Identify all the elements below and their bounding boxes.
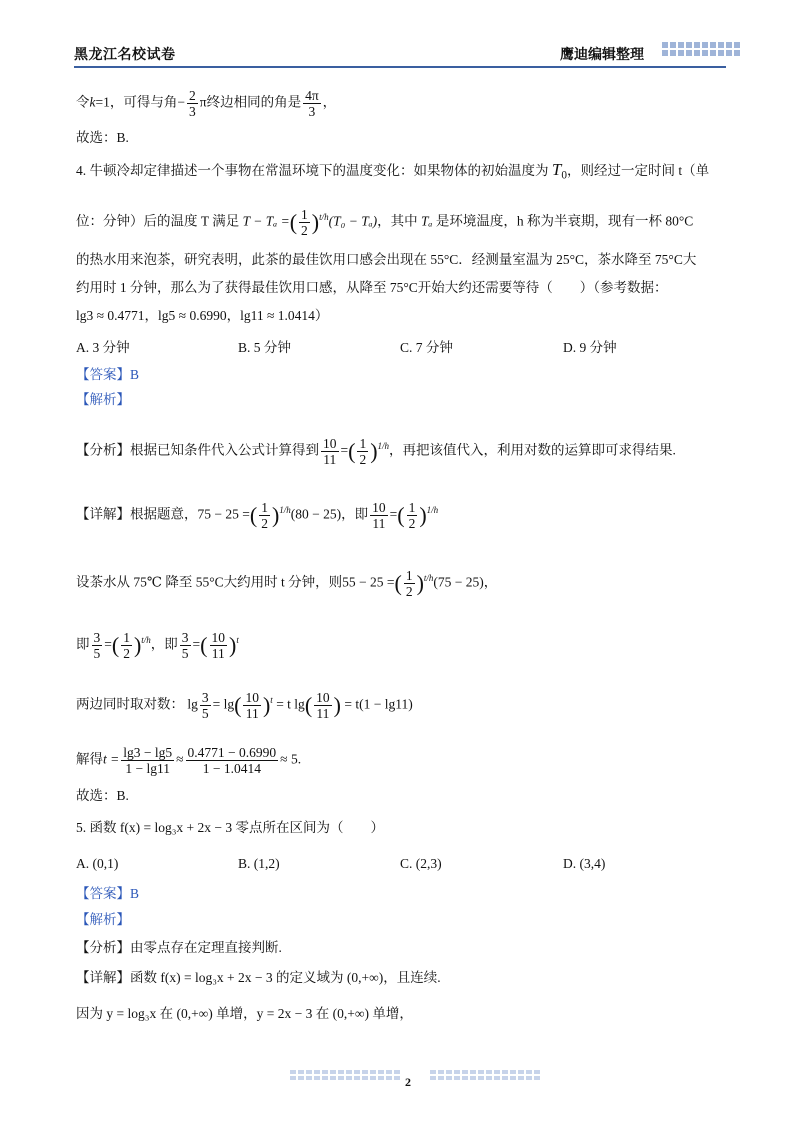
q4-option-b: B. 5 分钟 [238,340,291,355]
q4-option-a: A. 3 分钟 [76,340,130,355]
header-left: 黑龙江名校试卷 [74,46,176,62]
q4-option-c: C. 7 分钟 [400,340,453,355]
q4-line-1: 4. 牛顿冷却定律描述一个事物在常温环境下的温度变化：如果物体的初始温度为 $T_0$，则经过一定时间 t（单 [76,160,710,182]
q4-detail-5: 解得t = $\frac{\lg 3 - \lg 5}{1 - \lg 11}$ ≈ $\frac{0.4771 - 0.6990}{1 - 1.0414}$ ≈ 5. [76,745,302,776]
q5-analysis: 【分析】由零点存在定理直接判断. [76,940,282,955]
q5-option-c: C. (2,3) [400,856,442,871]
q4-line-2: 位：分钟）后的温度 T 满足 T − Tₐ =( $\frac{1}{2}$ )$^{t/h}$(T₀ − Tₐ)，其中 Tₐ 是环境温度，h 称为半衰期，现有一杯 80°C [76,207,694,238]
q5-detail-1: 【详解】函数 f(x) = log₃x + 2x − 3 的定义域为 (0,+∞)，且连续. [76,970,441,985]
q4-answer: 【答案】B [76,367,140,382]
q4-detail-1: 【详解】根据题意，75 − 25 =( $\frac{1}{2}$ )$^{1/h}$(80 − 25)，即 $\frac{10}{11}$ =( $\frac{1}{2}$ )$^{1/h}$ [76,500,439,531]
page-number: 2 [405,1075,411,1089]
q5-option-a: A. (0,1) [76,856,119,871]
footer-dots-left [290,1070,400,1080]
q5-option-b: B. (1,2) [238,856,280,871]
q4-detail-4: 两边同时取对数： lg $\frac{3}{5}$ = lg( $\frac{10}{11}$ )$^t$ = t lg( $\frac{10}{11}$ ) = t(1 − lg11) [76,690,413,721]
header-right: 鹰迪编辑整理 [560,46,644,62]
q4-detail-2: 设茶水从 75℃ 降至 55°C大约用时 t 分钟，则55 − 25 =( $\frac{1}{2}$ )$^{t/h}$(75 − 25)， [76,568,498,599]
q4-line-5: lg3 ≈ 0.4771，lg5 ≈ 0.6990，lg11 ≈ 1.0414） [76,308,329,323]
q4-analysis-heading: 【解析】 [76,392,130,407]
line-2: 故选：B. [76,130,129,145]
q5-analysis-heading: 【解析】 [76,912,130,927]
q4-conclusion: 故选：B. [76,788,129,803]
q4-line-4: 约用时 1 分钟，那么为了获得最佳饮用口感，从降至 75°C开始大约还需要等待（ ）（参考数据： [76,280,668,295]
q4-line-3: 的热水用来泡茶，研究表明，此茶的最佳饮用口感会出现在 55°C．经测量室温为 25°C，茶水降至 75°C大 [76,252,697,267]
q4-analysis: 【分析】根据已知条件代入公式计算得到 $\frac{10}{11}$ =( $\frac{1}{2}$ )$^{1/h}$，再把该值代入，利用对数的运算即可求得结果. [76,436,676,467]
line-1: 令k=1，可得与角− $\frac{2}{3}$ π终边相同的角是 $\frac{4\pi}{3}$ ， [76,88,337,119]
q4-detail-3: 即 $\frac{3}{5}$ =( $\frac{1}{2}$ )$^{t/h}$，即 $\frac{3}{5}$ =( $\frac{10}{11}$ )$^t$ [76,630,239,661]
q5-option-d: D. (3,4) [563,856,606,871]
footer-dots-right [430,1070,540,1080]
q5-stem: 5. 函数 f(x) = log₃x + 2x − 3 零点所在区间为（ ） [76,820,385,835]
q5-answer: 【答案】B [76,886,140,901]
header-rule [74,66,726,68]
q5-detail-2: 因为 y = log₃x 在 (0,+∞) 单增，y = 2x − 3 在 (0,+∞) 单增， [76,1006,413,1021]
header-dots [662,42,740,56]
q4-option-d: D. 9 分钟 [563,340,617,355]
